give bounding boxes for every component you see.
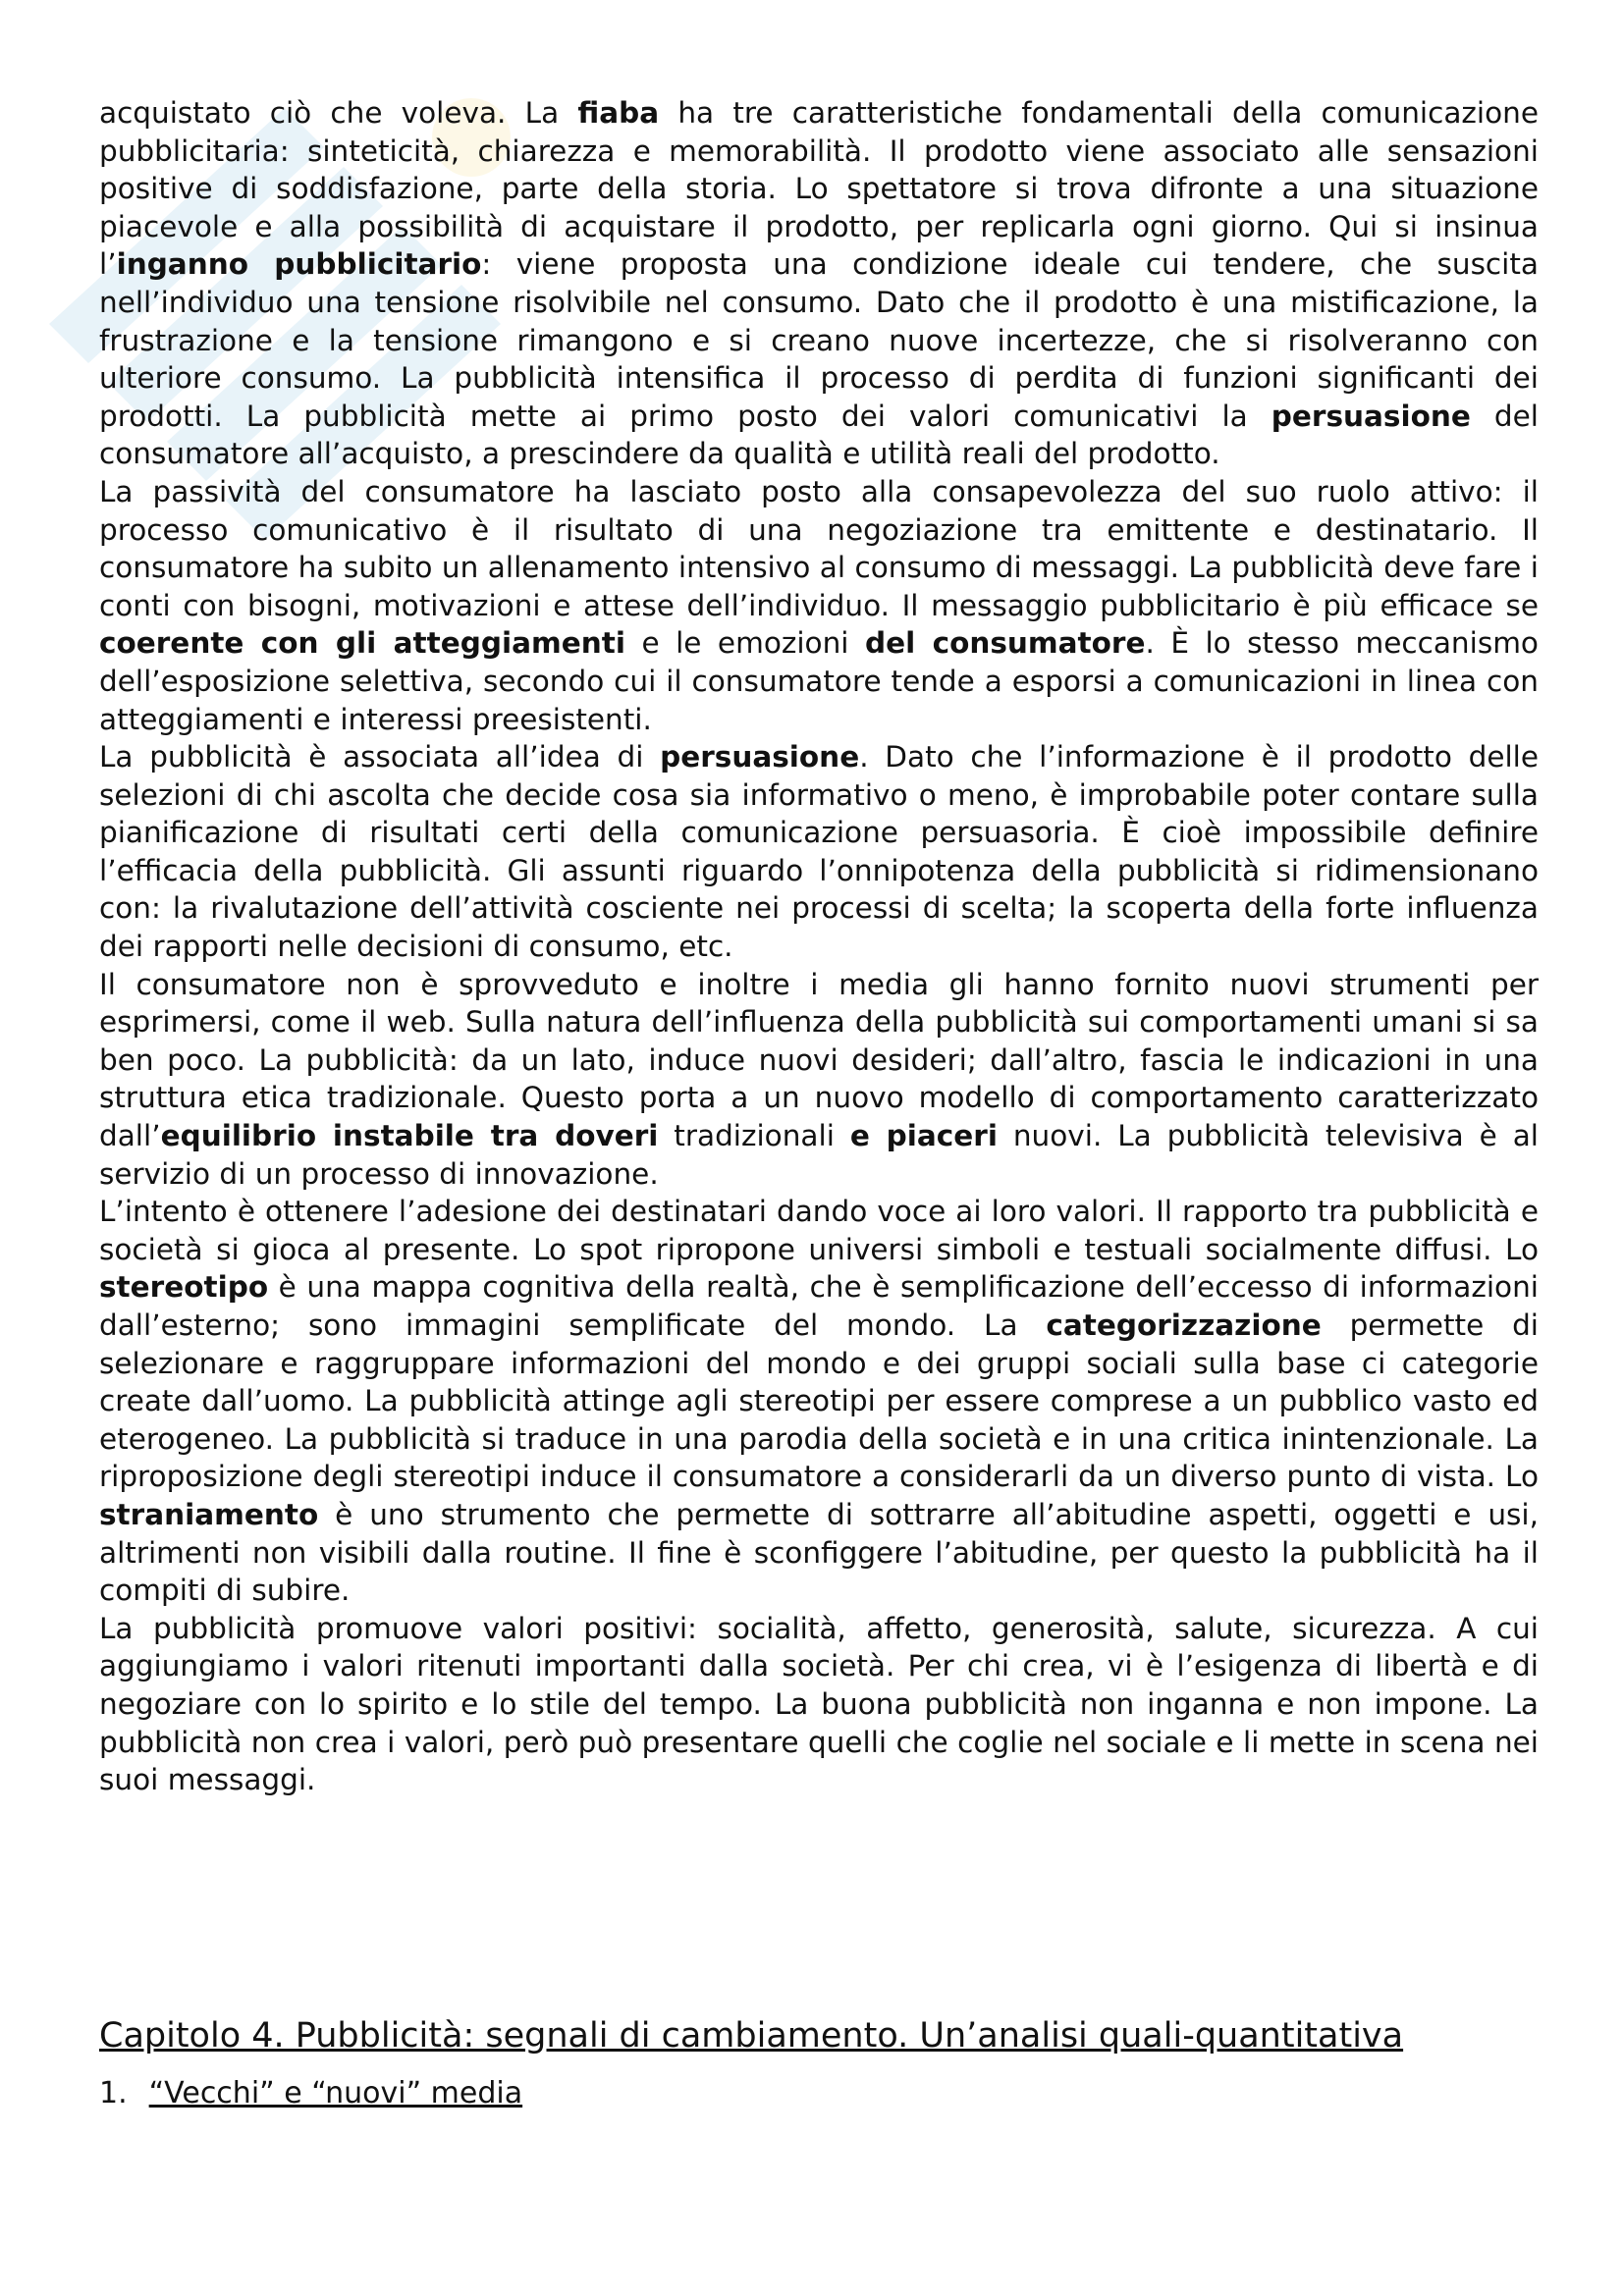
text-run: La passività del consumatore ha lasciato posto alla consapevolezza del suo ruolo attivo: il processo comunicativo è il risultato di una negoziazione tra emittente e destinatario. Il consumatore ha subito un allenamento intensivo al consumo di messaggi. La pubblicità deve fare i conti con bisogni, motivazioni e attese dell’individuo. Il messaggio pubblicitario è più efficace se [99,474,1539,622]
text-run: . Dato che l’informazione è il prodotto delle selezioni di chi ascolta che decide cosa sia informativo o meno, è improbabile poter contare sulla pianificazione di risultati certi della comunicazione persuasoria. È cioè impossibile definire l’efficacia della pubblicità. Gli assunti riguardo l’onnipotenza della pubblicità si ridimensionano con: la rivalutazione dell’attività cosciente nei processi di scelta; la scoperta della forte influenza dei rapporti nelle decisioni di consumo, etc. [99,740,1540,964]
text-run: La pubblicità è associata all’idea di [99,740,661,774]
text-run: ha tre caratteristiche fondamentali della comunicazione pubblicitaria: sinteticità, chiarezza e memorabilità. Il prodotto viene associato alle sensazioni positive di soddisfazione, parte della storia. Lo spettatore si trova difronte a una situazione piacevole e alla possibilità di acquistare il prodotto, per replicarla ogni giorno. Qui si insinua l’ [99,96,1539,282]
bold-term: coerente con gli atteggiamenti [99,626,625,661]
bold-term: persuasione [1271,399,1471,433]
bold-term: categorizzazione [1046,1308,1322,1342]
section-heading [99,2074,1539,2113]
section-title: “Vecchi” e “nuovi” media [148,2075,523,2110]
paragraph [99,1193,1539,1610]
text-run: è uno strumento che permette di sottrarre all’abitudine aspetti, oggetti e usi, altrimenti non visibili dalla routine. Il fine è sconfiggere l’abitudine, per questo la pubblicità ha il compiti di subire. [99,1497,1539,1608]
paragraph [99,94,1539,473]
document-page [99,94,1539,2113]
bold-term: straniamento [99,1497,319,1531]
text-run: del consumatore all’acquisto, a prescindere da qualità e utilità reali del prodotto. [99,399,1540,471]
bold-term: persuasione [660,740,860,774]
bold-term: fiaba [577,96,660,130]
bold-term: del consumatore [864,626,1146,661]
bold-term: equilibrio instabile tra doveri [160,1119,659,1153]
paragraph [99,966,1539,1194]
bold-term: e piaceri [849,1119,998,1153]
text-run: La pubblicità promuove valori positivi: socialità, affetto, generosità, salute, sicurezza. A cui aggiungiamo i valori ritenuti importanti dalla società. Per chi crea, vi è l’esigenza di libertà e di negoziare con lo spirito e lo stile del tempo. La buona pubblicità non inganna e non impone. La pubblicità non crea i valori, però può presentare quelli che coglie nel sociale e li mette in scena nei suoi messaggi. [99,1611,1539,1797]
bold-term: stereotipo [99,1270,269,1305]
text-run: . È lo stesso meccanismo dell’esposizione selettiva, secondo cui il consumatore tende a esporsi a comunicazioni in linea con atteggiamenti e interessi preesistenti. [99,626,1539,736]
bold-term: inganno pubblicitario [116,247,482,282]
paragraph [99,1610,1539,1799]
paragraph [99,738,1539,966]
section-number: 1. [99,2075,128,2110]
text-run: e le emozioni [624,626,865,661]
chapter-heading: Capitolo 4. Pubblicità: segnali di cambiamento. Un’analisi quali-quantitativa [99,2015,1404,2056]
text-run: L’intento è ottenere l’adesione dei destinatari dando voce ai loro valori. Il rapporto tra pubblicità e società si gioca al presente. Lo spot ripropone universi simboli e testuali socialmente diffusi. Lo [99,1195,1539,1266]
body-text [99,94,1539,1799]
text-run: permette di selezionare e raggruppare informazioni del mondo e dei gruppi sociali sulla base ci categorie create dall’uomo. La pubblicità attinge agli stereotipi per essere comprese a un pubblico vasto ed eterogeneo. La pubblicità si traduce in una parodia della società e in una critica inintenzionale. La riproposizione degli stereotipi induce il consumatore a considerarli da un diverso punto di vista. Lo [99,1308,1539,1494]
text-run: : viene proposta una condizione ideale cui tendere, che suscita nell’individuo una tensione risolvibile nel consumo. Dato che il prodotto è una mistificazione, la frustrazione e la tensione rimangono e si creano nuove incertezze, che si risolveranno con ulteriore consumo. La pubblicità intensifica il processo di perdita di funzioni significanti dei prodotti. La pubblicità mette ai primo posto dei valori comunicativi la [99,247,1539,433]
text-run: tradizionali [658,1119,850,1153]
text-run: Il consumatore non è sprovveduto e inoltre i media gli hanno fornito nuovi strumenti per esprimersi, come il web. Sulla natura dell’influenza della pubblicità sui comportamenti umani si sa ben poco. La pubblicità: da un lato, induce nuovi desideri; dall’altro, fascia le indicazioni in una struttura etica tradizionale. Questo porta a un nuovo modello di comportamento caratterizzato dall’ [99,967,1539,1153]
text-run: è una mappa cognitiva della realtà, che è semplificazione dell’eccesso di informazioni dall’esterno; sono immagini semplificate del mondo. La [99,1270,1539,1342]
text-run: nuovi. La pubblicità televisiva è al servizio di un processo di innovazione. [99,1119,1539,1191]
paragraph [99,473,1539,738]
text-run: acquistato ciò che voleva. La [99,96,578,130]
